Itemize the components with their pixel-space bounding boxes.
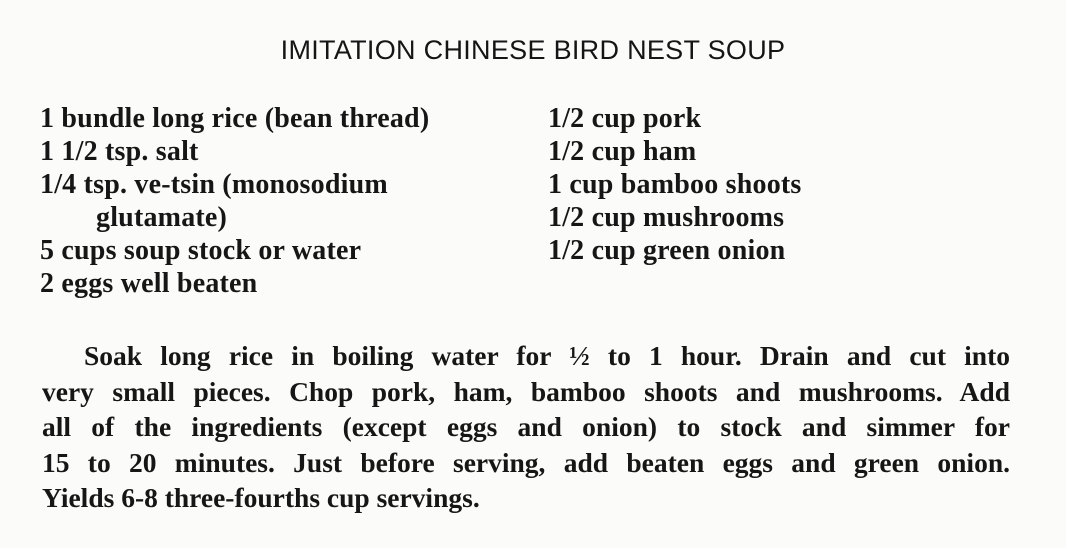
instruction-line: Soak long rice in boiling water for ½ to 1 hour. Drain and cut into xyxy=(84,340,1010,371)
instruction-line: Yields 6-8 three-fourths cup servings. xyxy=(42,482,480,513)
ingredients-list-right xyxy=(548,102,1028,267)
ingredients-list-left xyxy=(40,102,520,300)
instruction-line: 15 to 20 minutes. Just before serving, add beaten eggs and green onion. xyxy=(42,446,1010,478)
instruction-line: all of the ingredients (except eggs and onion) to stock and simmer for xyxy=(42,411,1010,442)
ingredient-item: 1 1/2 tsp. salt xyxy=(40,136,199,167)
ingredient-item: 1/2 cup green onion xyxy=(548,235,786,266)
recipe-title: IMITATION CHINESE BIRD NEST SOUP xyxy=(280,35,786,65)
ingredient-item: 1/2 cup pork xyxy=(548,103,702,134)
ingredient-item: 2 eggs well beaten xyxy=(40,268,258,299)
ingredient-item: 1/4 tsp. ve-tsin (monosodium xyxy=(40,169,388,200)
ingredient-item: 1/2 cup mushrooms xyxy=(548,202,785,233)
ingredient-item: 1 cup bamboo shoots xyxy=(548,169,802,200)
instruction-line: very small pieces. Chop pork, ham, bamboo shoots and mushrooms. Add xyxy=(42,375,1010,407)
ingredient-item: 1/2 cup ham xyxy=(548,136,697,167)
ingredient-item: 5 cups soup stock or water xyxy=(40,235,362,266)
recipe-instructions xyxy=(42,338,1010,516)
ingredient-item-continuation: glutamate) xyxy=(96,202,228,233)
ingredient-item: 1 bundle long rice (bean thread) xyxy=(40,103,430,134)
